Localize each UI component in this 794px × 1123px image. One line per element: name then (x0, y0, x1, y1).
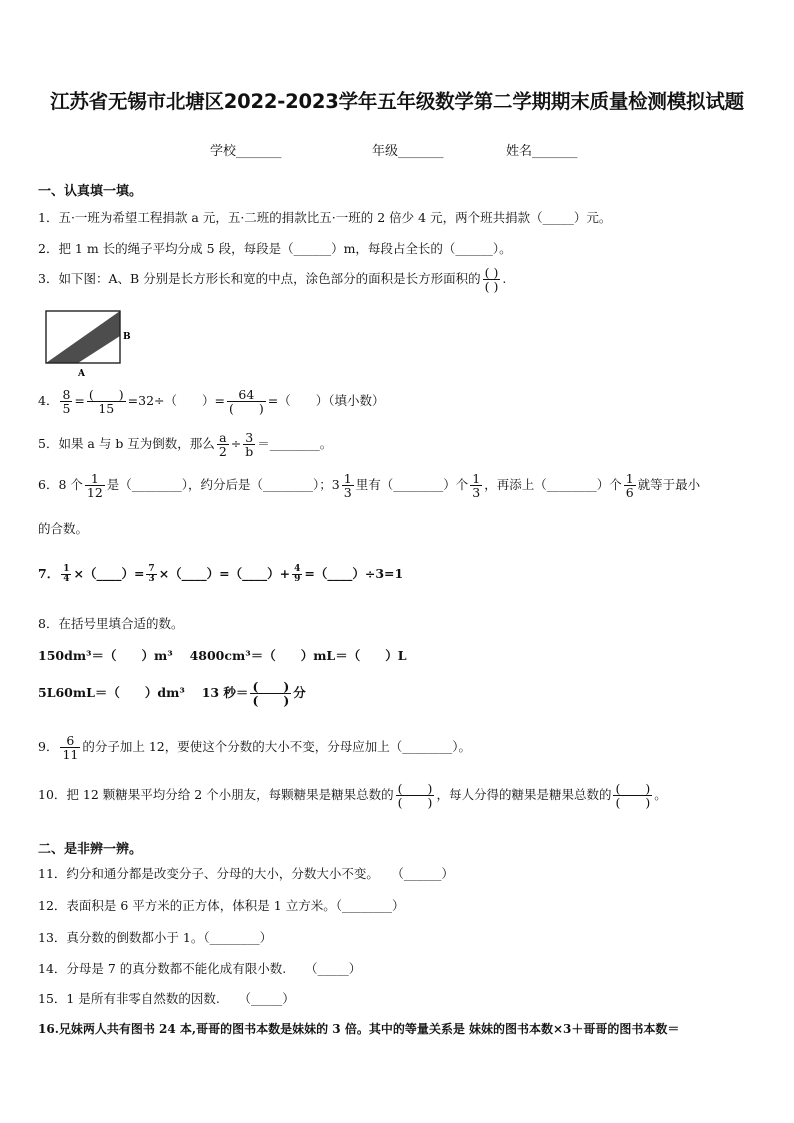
question-6-line-2: 的合数。 (38, 521, 89, 536)
question-6: 6．8 个 $\frac{1}{12}$ 是（________），约分后是（________）；3 $\frac{1}{3}$ 里有（________）个 $\frac{1}{3}$ ，再添上（________）个 $\frac{1}{6}$ 就等于最小 (38, 471, 701, 501)
fraction: $\frac{6}{11}$ (62, 733, 79, 763)
fraction: $\frac{1}{12}$ (86, 471, 103, 501)
fraction: $\frac{7}{3}$ (148, 563, 155, 584)
question-4: 4． $\frac{8}{5}$ = $\frac{( )}{15}$ =32÷（ ）= $\frac{64}{( )}$ =（ ）（填小数） (38, 387, 385, 417)
question-15: 15．1 是所有非零自然数的因数. （_____） (38, 991, 295, 1006)
fraction: $\frac{a}{2}$ (218, 430, 227, 460)
fraction: $\frac{1}{3}$ (343, 471, 352, 501)
fraction: $\frac{1}{6}$ (625, 471, 634, 501)
fraction: $\frac{( )}{15}$ (88, 387, 124, 417)
section-heading-2: 二、是非辨一辨。 (38, 842, 143, 857)
question-12: 12．表面积是 6 平方米的正方体，体积是 1 立方米。（________） (38, 898, 405, 913)
fraction: $\frac{( )}{( )}$ (397, 781, 433, 811)
question-9: 9． $\frac{6}{11}$ 的分子加上 12，要使这个分数的大小不变，分母应加上（________）。 (38, 733, 471, 763)
question-11: 11．约分和通分都是改变分子、分母的大小，分数大小不变。 （______） (38, 866, 454, 881)
label-a: A (78, 369, 85, 378)
fraction: $\frac{( )}{( )}$ (484, 265, 499, 295)
fraction: $\frac{( )}{( )}$ (252, 679, 290, 709)
section-heading-1: 一、认真填一填。 (38, 184, 143, 199)
question-8-line-1: 150dm³＝（ ）m³ 4800cm³＝（ ）mL＝（ ）L (38, 648, 407, 663)
question-2: 2．把 1 m 长的绳子平均分成 5 段，每段是（______）m，每段占全长的（______）。 (38, 241, 512, 256)
question-10: 10．把 12 颗糖果平均分给 2 个小朋友，每颗糖果是糖果总数的 $\frac{( )}{( )}$ ，每人分得的糖果是糖果总数的 $\frac{( )}{( )}$ 。 (38, 781, 667, 811)
question-8-title: 8．在括号里填合适的数。 (38, 616, 184, 631)
question-3-text: 3．如下图：A、B 分别是长方形长和宽的中点，涂色部分的面积是长方形面积的 (38, 271, 481, 287)
fraction: $\frac{4}{9}$ (294, 563, 301, 584)
rectangle-figure (40, 308, 140, 378)
name-field: 姓名_______ (506, 144, 578, 159)
question-16: 16.兄妹两人共有图书 24 本,哥哥的图书本数是妹妹的 3 倍。其中的等量关系是 妹妹的图书本数×3＋哥哥的图书本数＝ (38, 1022, 680, 1036)
fraction: $\frac{1}{4}$ (63, 563, 70, 584)
question-3: 3．如下图：A、B 分别是长方形长和宽的中点，涂色部分的面积是长方形面积的 $\frac{( )}{( )}$ . (38, 265, 507, 295)
question-1: 1．五·一班为希望工程捐款 a 元，五·二班的捐款比五·一班的 2 倍少 4 元，两个班共捐款（_____）元。 (38, 210, 612, 225)
fraction: $\frac{( )}{( )}$ (615, 781, 651, 811)
school-field: 学校_______ (210, 144, 282, 159)
fraction: $\frac{1}{3}$ (472, 471, 481, 501)
question-8-line-2: 5L60mL＝（ ）dm³ 13 秒＝ $\frac{( )}{( )}$ 分 (38, 679, 306, 709)
grade-field: 年级_______ (372, 144, 444, 159)
fraction: $\frac{8}{5}$ (62, 387, 71, 417)
label-b: B (123, 332, 131, 342)
fraction: $\frac{64}{( )}$ (228, 387, 264, 417)
fraction: $\frac{3}{b}$ (245, 430, 254, 460)
question-13: 13．真分数的倒数都小于 1。（________） (38, 930, 273, 945)
question-7: 7． $\frac{1}{4}$ ×（____）= $\frac{7}{3}$ ×（____）=（____）+ $\frac{4}{9}$ =（____）÷3=1 (38, 563, 404, 584)
shaded-region (46, 311, 120, 363)
page-title: 江苏省无锡市北塘区2022-2023学年五年级数学第二学期期末质量检测模拟试题 (50, 90, 744, 113)
question-14: 14．分母是 7 的真分数都不能化成有限小数. （_____） (38, 961, 362, 976)
question-5: 5．如果 a 与 b 互为倒数，那么 $\frac{a}{2}$ ÷ $\frac{3}{b}$ ＝________。 (38, 430, 333, 460)
